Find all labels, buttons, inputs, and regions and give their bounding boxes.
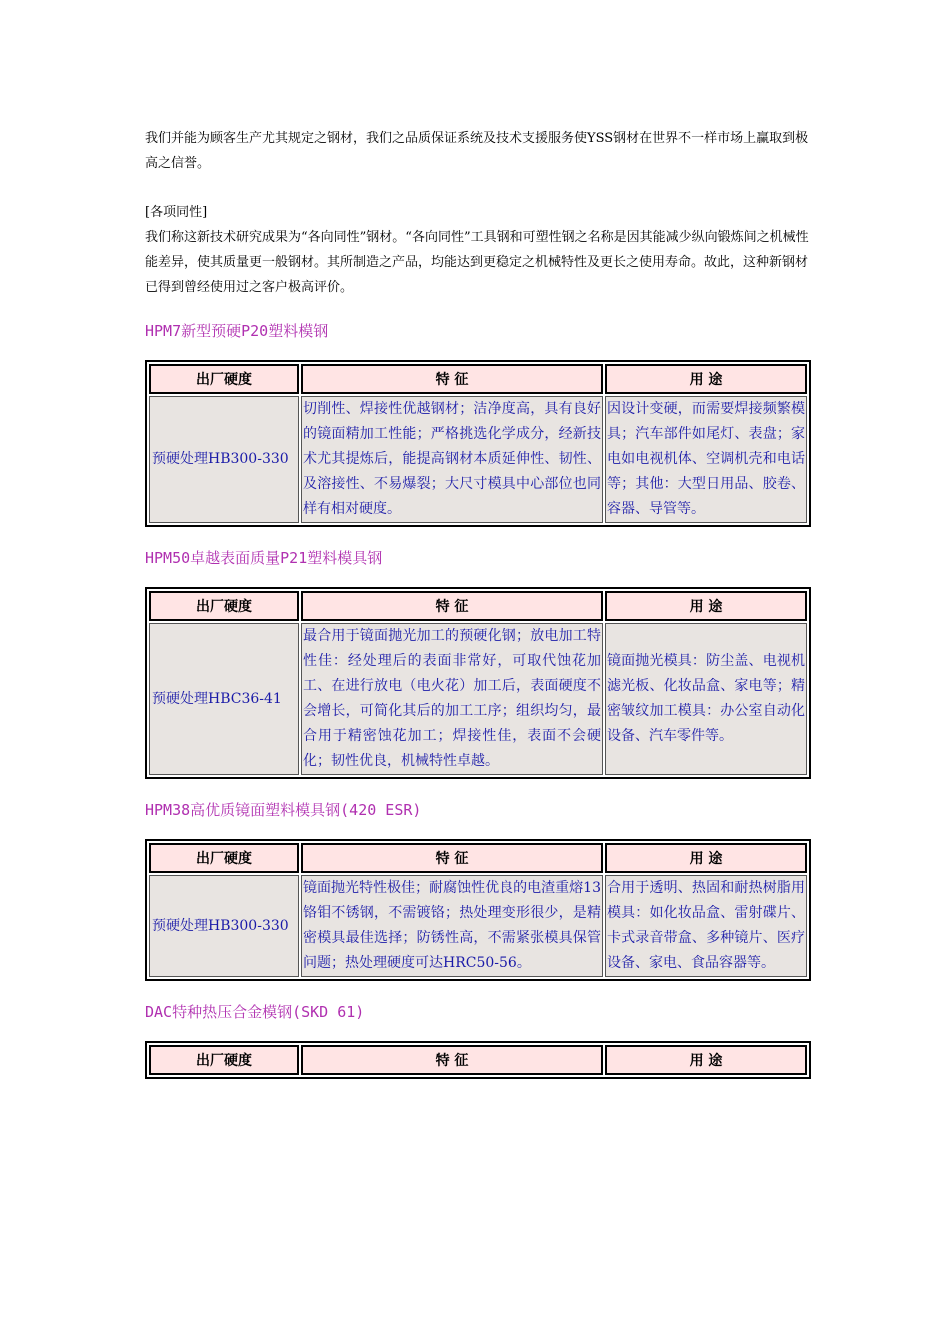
table-header-row bbox=[149, 1045, 807, 1075]
cell-features: 切削性、焊接性优越钢材；洁净度高，具有良好的镜面精加工性能；严格挑选化学成分，经新技术尤其提炼后，能提高钢材本质延伸性、韧性、及溶接性、不易爆裂；大尺寸模具中心部位也同样有相对硬度。 bbox=[301, 396, 603, 523]
document-page bbox=[145, 126, 810, 1079]
section-label: [各项同性] bbox=[145, 205, 208, 220]
product-title-dac: DAC特种热压合金模钢(SKD 61) bbox=[145, 1003, 365, 1021]
table-header-row bbox=[149, 364, 807, 394]
header-uses: 用 途 bbox=[605, 843, 807, 873]
isotropy-paragraph: 我们称这新技术研究成果为“各向同性”钢材。“各向同性”工具钢和可塑性钢之名称是因其能减少纵向锻炼间之机械性能差异，使其质量更一般钢材。其所制造之产品，均能达到更稳定之机械特性及更长之使用寿命。故此，这种新钢材已得到曾经使用过之客户极高评价。 bbox=[145, 230, 809, 295]
spec-table-hpm50 bbox=[145, 587, 811, 779]
product-title-hpm7: HPM7新型预硬P20塑料模钢 bbox=[145, 322, 329, 340]
product-title-hpm50: HPM50卓越表面质量P21塑料模具钢 bbox=[145, 549, 383, 567]
cell-uses: 合用于透明、热固和耐热树脂用模具：如化妆品盒、雷射碟片、卡式录音带盒、多种镜片、医疗设备、家电、食品容器等。 bbox=[605, 875, 807, 977]
header-features: 特 征 bbox=[301, 364, 603, 394]
header-hardness: 出厂硬度 bbox=[149, 591, 299, 621]
cell-hardness: 预硬处理HB300-330 bbox=[149, 396, 299, 523]
cell-hardness: 预硬处理HBC36-41 bbox=[149, 623, 299, 775]
table-header-row bbox=[149, 591, 807, 621]
cell-features: 最合用于镜面抛光加工的预硬化钢；放电加工特性佳：经处理后的表面非常好，可取代蚀花加工、在进行放电（电火花）加工后，表面硬度不会增长，可简化其后的加工工序；组织均匀，最合用于精密蚀花加工；焊接性佳，表面不会硬化；韧性优良，机械特性卓越。 bbox=[301, 623, 603, 775]
spec-table-hpm38 bbox=[145, 839, 811, 981]
header-features: 特 征 bbox=[301, 843, 603, 873]
cell-uses: 镜面抛光模具：防尘盖、电视机滤光板、化妆品盒、家电等；精密皱纹加工模具：办公室自动化设备、汽车零件等。 bbox=[605, 623, 807, 775]
header-uses: 用 途 bbox=[605, 364, 807, 394]
header-hardness: 出厂硬度 bbox=[149, 364, 299, 394]
table-row bbox=[149, 875, 807, 977]
header-features: 特 征 bbox=[301, 591, 603, 621]
table-header-row bbox=[149, 843, 807, 873]
spec-table-hpm7 bbox=[145, 360, 811, 527]
header-hardness: 出厂硬度 bbox=[149, 843, 299, 873]
cell-features: 镜面抛光特性极佳；耐腐蚀性优良的电渣重熔13铬钼不锈钢，不需镀铬；热处理变形很少，是精密模具最佳选择；防锈性高，不需紧张模具保管问题；热处理硬度可达HRC50-56。 bbox=[301, 875, 603, 977]
spec-table-dac bbox=[145, 1041, 811, 1079]
header-uses: 用 途 bbox=[605, 1045, 807, 1075]
cell-hardness: 预硬处理HB300-330 bbox=[149, 875, 299, 977]
header-hardness: 出厂硬度 bbox=[149, 1045, 299, 1075]
product-title-hpm38: HPM38高优质镜面塑料模具钢(420 ESR) bbox=[145, 801, 422, 819]
header-uses: 用 途 bbox=[605, 591, 807, 621]
cell-uses: 因设计变硬，而需要焊接频繁模具；汽车部件如尾灯、表盘；家电如电视机体、空调机壳和电话等；其他：大型日用品、胶卷、容器、导管等。 bbox=[605, 396, 807, 523]
table-row bbox=[149, 396, 807, 523]
intro-paragraph: 我们并能为顾客生产尤其规定之钢材，我们之品质保证系统及技术支援服务使YSS钢材在世界不一样市场上赢取到极高之信誉。 bbox=[145, 131, 809, 171]
header-features: 特 征 bbox=[301, 1045, 603, 1075]
table-row bbox=[149, 623, 807, 775]
